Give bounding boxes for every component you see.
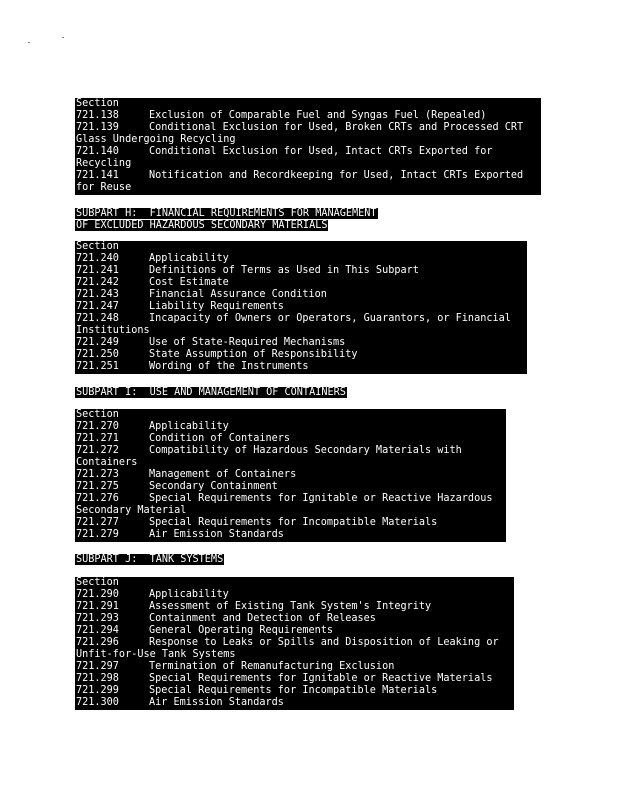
- subpart-heading-line: OF EXCLUDED HAZARDOUS SECONDARY MATERIALS: [76, 220, 328, 231]
- section-row: [76, 469, 506, 481]
- section-row: [76, 637, 514, 649]
- section-title-continuation: Institutions: [76, 325, 150, 336]
- section-title: Air Emission Standards: [149, 529, 284, 540]
- section-title: Containment and Detection of Releases: [149, 613, 376, 624]
- section-title: Cost Estimate: [149, 277, 229, 288]
- section-title: State Assumption of Responsibility: [149, 349, 358, 360]
- section-title: Conditional Exclusion for Used, Broken CRTs and Processed CRT: [149, 122, 524, 133]
- section-number: 721.140: [76, 146, 119, 157]
- section-number: 721.242: [76, 277, 119, 288]
- section-number: 721.241: [76, 265, 119, 276]
- section-number: 721.294: [76, 625, 119, 636]
- section-row: [76, 349, 527, 361]
- section-title-continuation: Containers: [76, 457, 138, 468]
- section-number: 721.276: [76, 493, 119, 504]
- section-title: Special Requirements for Incompatible Materials: [149, 517, 438, 528]
- section-number: 721.273: [76, 469, 119, 480]
- section-title-continuation: for Reuse: [76, 182, 132, 193]
- section-title: Definitions of Terms as Used in This Subpart: [149, 265, 419, 276]
- section-row: [76, 697, 514, 709]
- subpart-heading-line: SUBPART J: TANK SYSTEMS: [76, 554, 224, 565]
- section-row: [76, 146, 541, 158]
- section-row: [76, 277, 527, 289]
- section-number: 721.247: [76, 301, 119, 312]
- subpart-heading: [75, 208, 378, 232]
- section-row: [76, 313, 527, 325]
- section-number: 721.243: [76, 289, 119, 300]
- section-row: [76, 493, 506, 505]
- section-number: 721.279: [76, 529, 119, 540]
- section-title: Liability Requirements: [149, 301, 284, 312]
- section-row: [76, 661, 514, 673]
- section-row: [76, 517, 506, 529]
- section-number: 721.271: [76, 433, 119, 444]
- section-title: Incapacity of Owners or Operators, Guarantors, or Financial: [149, 313, 511, 324]
- section-title: Air Emission Standards: [149, 697, 284, 708]
- section-row: [76, 110, 541, 122]
- section-number: 721.291: [76, 601, 119, 612]
- section-row: [76, 301, 527, 313]
- section-title: Notification and Recordkeeping for Used, Intact CRTs Exported: [149, 170, 524, 181]
- section-title: Conditional Exclusion for Used, Intact CRTs Exported for: [149, 146, 493, 157]
- section-title: Applicability: [149, 589, 229, 600]
- section-row: [76, 601, 514, 613]
- section-row: [76, 253, 527, 265]
- section-number: 721.251: [76, 361, 119, 372]
- section-title: Assessment of Existing Tank System's Integrity: [149, 601, 432, 612]
- section-number: 721.139: [76, 122, 119, 133]
- section-row: [76, 625, 514, 637]
- section-row: [76, 673, 514, 685]
- section-title: Special Requirements for Incompatible Materials: [149, 685, 438, 696]
- section-title: Condition of Containers: [149, 433, 291, 444]
- section-title-continuation: Unfit-for-Use Tank Systems: [76, 649, 236, 660]
- section-header: Section: [76, 98, 119, 109]
- section-number: 721.249: [76, 337, 119, 348]
- section-title: Applicability: [149, 421, 229, 432]
- scan-speck: [62, 37, 64, 38]
- subpart-heading-line: SUBPART H: FINANCIAL REQUIREMENTS FOR MANAGEMENT: [76, 208, 377, 219]
- section-title: Secondary Containment: [149, 481, 278, 492]
- section-row: [76, 529, 506, 541]
- section-title: Applicability: [149, 253, 229, 264]
- section-list-block: [75, 98, 541, 195]
- section-title-continuation: Secondary Material: [76, 505, 187, 516]
- section-header: Section: [76, 577, 119, 588]
- section-row: [76, 433, 506, 445]
- subpart-heading-line: SUBPART I: USE AND MANAGEMENT OF CONTAINERS: [76, 387, 346, 398]
- section-number: 721.300: [76, 697, 119, 708]
- section-row: [76, 445, 506, 457]
- section-number: 721.138: [76, 110, 119, 121]
- section-header: Section: [76, 409, 119, 420]
- section-title-continuation: Recycling: [76, 158, 132, 169]
- section-row: [76, 589, 514, 601]
- section-number: 721.248: [76, 313, 119, 324]
- section-title: Use of State-Required Mechanisms: [149, 337, 346, 348]
- section-row: [76, 337, 527, 349]
- section-list-block: [75, 241, 527, 374]
- section-number: 721.298: [76, 673, 119, 684]
- section-title-continuation: Glass Undergoing Recycling: [76, 134, 236, 145]
- section-number: 721.250: [76, 349, 119, 360]
- section-title: Special Requirements for Ignitable or Reactive Hazardous: [149, 493, 493, 504]
- subpart-heading: [75, 387, 347, 399]
- section-row: [76, 122, 541, 134]
- section-title: Compatibility of Hazardous Secondary Materials with: [149, 445, 462, 456]
- section-row: [76, 361, 527, 373]
- section-title: Financial Assurance Condition: [149, 289, 327, 300]
- section-row: [76, 613, 514, 625]
- section-title: General Operating Requirements: [149, 625, 334, 636]
- subpart-heading: [75, 554, 224, 566]
- section-number: 721.296: [76, 637, 119, 648]
- section-number: 721.290: [76, 589, 119, 600]
- section-title: Exclusion of Comparable Fuel and Syngas Fuel (Repealed): [149, 110, 487, 121]
- section-number: 721.141: [76, 170, 119, 181]
- section-title: Management of Containers: [149, 469, 297, 480]
- section-row: [76, 685, 514, 697]
- section-title: Response to Leaks or Spills and Disposition of Leaking or: [149, 637, 499, 648]
- section-title: Wording of the Instruments: [149, 361, 309, 372]
- scan-speck: [28, 42, 30, 43]
- section-row: [76, 265, 527, 277]
- section-number: 721.277: [76, 517, 119, 528]
- section-title: Special Requirements for Ignitable or Reactive Materials: [149, 673, 493, 684]
- section-number: 721.240: [76, 253, 119, 264]
- section-list-block: [75, 409, 506, 542]
- section-list-block: [75, 577, 514, 710]
- section-row: [76, 289, 527, 301]
- section-number: 721.297: [76, 661, 119, 672]
- section-number: 721.293: [76, 613, 119, 624]
- section-row: [76, 481, 506, 493]
- section-number: 721.272: [76, 445, 119, 456]
- section-number: 721.299: [76, 685, 119, 696]
- section-number: 721.275: [76, 481, 119, 492]
- section-row: [76, 421, 506, 433]
- section-header: Section: [76, 241, 119, 252]
- section-title: Termination of Remanufacturing Exclusion: [149, 661, 395, 672]
- section-row: [76, 170, 541, 182]
- section-number: 721.270: [76, 421, 119, 432]
